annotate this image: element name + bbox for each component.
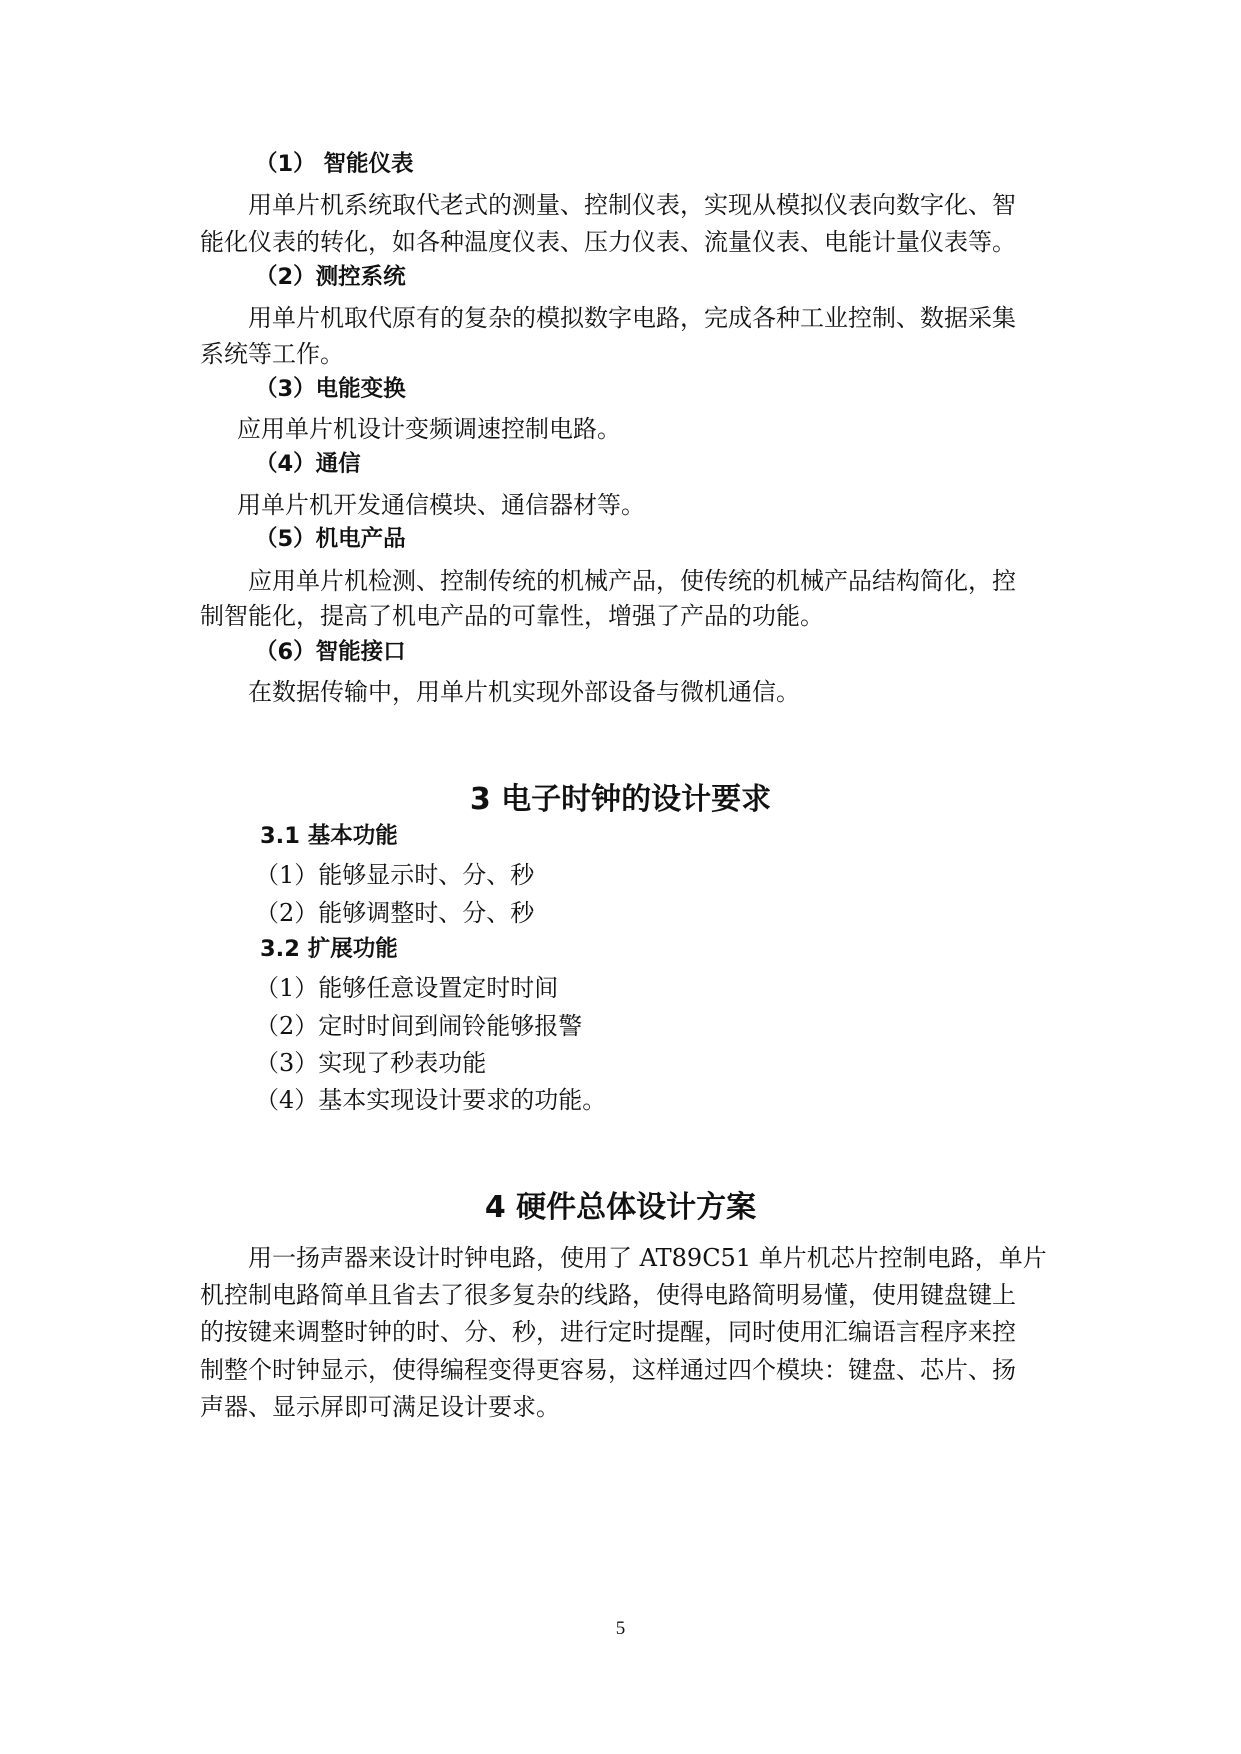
subheading-extended-functions: 3.2 扩展功能: [260, 936, 398, 962]
paragraph-line: 制整个时钟显示，使得编程变得更容易，这样通过四个模块：键盘、芯片、扬: [200, 1356, 1016, 1384]
heading-electromechanical: （5）机电产品: [255, 526, 406, 552]
heading-smart-interface: （6）智能接口: [255, 639, 406, 665]
subheading-basic-functions: 3.1 基本功能: [260, 823, 398, 849]
paragraph-line: 应用单片机设计变频调速控制电路。: [237, 415, 621, 443]
list-item: （1）能够任意设置定时时间: [255, 974, 559, 1002]
paragraph-line: 应用单片机检测、控制传统的机械产品，使传统的机械产品结构简化，控: [248, 567, 1016, 595]
section-3-title: 3 电子时钟的设计要求: [469, 782, 772, 817]
section-4-title: 4 硬件总体设计方案: [484, 1190, 757, 1225]
page-number: 5: [615, 1618, 626, 1639]
list-item: （2）能够调整时、分、秒: [255, 899, 535, 927]
heading-communication: （4）通信: [255, 451, 361, 477]
list-item: （3）实现了秒表功能: [255, 1049, 487, 1077]
paragraph-line: 用单片机系统取代老式的测量、控制仪表，实现从模拟仪表向数字化、智: [248, 191, 1016, 219]
heading-power-conversion: （3）电能变换: [255, 376, 406, 402]
paragraph-line: 用一扬声器来设计时钟电路，使用了 AT89C51 单片机芯片控制电路，单片: [248, 1244, 1047, 1272]
list-item: （2）定时时间到闹铃能够报警: [255, 1012, 583, 1040]
heading-control-system: （2）测控系统: [255, 264, 406, 290]
paragraph-line: 能化仪表的转化，如各种温度仪表、压力仪表、流量仪表、电能计量仪表等。: [200, 228, 1016, 256]
paragraph-line: 的按键来调整时钟的时、分、秒，进行定时提醒，同时使用汇编语言程序来控: [200, 1318, 1016, 1346]
paragraph-line: 声器、显示屏即可满足设计要求。: [200, 1393, 560, 1421]
paragraph-line: 用单片机开发通信模块、通信器材等。: [237, 491, 645, 519]
paragraph-line: 在数据传输中，用单片机实现外部设备与微机通信。: [248, 678, 800, 706]
paragraph-line: 机控制电路简单且省去了很多复杂的线路，使得电路简明易懂，使用键盘键上: [200, 1281, 1016, 1309]
paragraph-line: 系统等工作。: [200, 340, 344, 368]
list-item: （1）能够显示时、分、秒: [255, 861, 535, 889]
paragraph-line: 用单片机取代原有的复杂的模拟数字电路，完成各种工业控制、数据采集: [248, 304, 1016, 332]
heading-smart-instruments: （1） 智能仪表: [255, 151, 414, 177]
paragraph-line: 制智能化，提高了机电产品的可靠性，增强了产品的功能。: [200, 602, 824, 630]
list-item: （4）基本实现设计要求的功能。: [255, 1086, 607, 1114]
